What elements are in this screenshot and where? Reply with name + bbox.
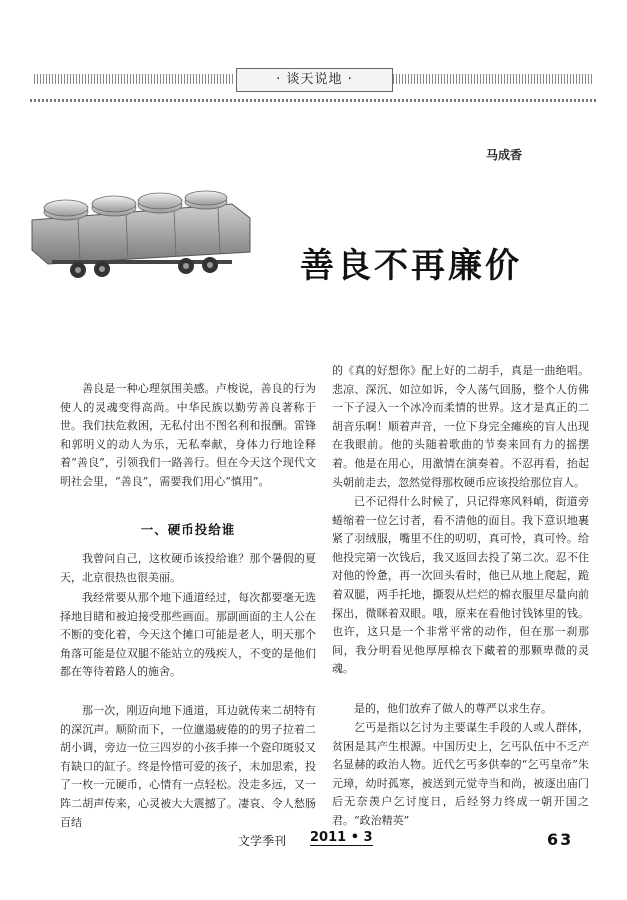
paragraph-blind-musician: 的《真的好想你》配上好的二胡手，真是一曲绝唱。悲凉、深沉、如泣如诉，令人荡气回肠，整个人仿佛一下子浸入一个冰冷而柔情的世界。这才是真正的二胡音乐啊！顺着声音，一位下身完全瘫痪的盲人出现在我眼前。他的头随着歌曲的节奏来回有力的摇摆着。他是在用心，用激情在演奏着。不忍再看，抬起头朝前走去，忽然觉得那枚硬币应该投给那位盲人。 (332, 364, 589, 489)
paragraph-erhu: 那一次，刚迈向地下通道，耳边就传来二胡特有的深沉声。顺阶而下，一位邋遢疲倦的的男子拉着二胡小调，旁边一位三四岁的小孩手捧一个瓷印斑驳又有缺口的缸子。终是怜惜可爱的孩子，未加思索，投了一枚一元硬币，心情有一点轻松。没走多远，又一阵二胡声传来，心灵被大大震撼了。凄哀、令人愁肠百结 (60, 704, 316, 829)
paragraph-beggar: 已不记得什么时候了，只记得寒风料峭，街道旁蜷缩着一位乞讨者，看不清他的面目。我下意识地裹紧了羽绒服，嘴里不住的叨叨，真可怜，真可怜。给他投完第一次钱后，我又返回去投了第二次。忍不住对他的怜惫，再一次回头看时，他已从地上爬起，跪着双腿，两手托地，撕裂从烂烂的棉衣服里尽量向前探出，微眯着双眼。哦，原来在看他讨钱钵里的钱。也许，这只是一个非常平常的动作，但在那一刹那间，我分明看见他厚厚棉衣下藏着的那颗卑微的灵魂。 (332, 495, 589, 676)
section-heading: 一、硬币投给谁 (140, 522, 236, 537)
intro-paragraph: 善良是一种心理氛围美感。卢梭说，善良的行为使人的灵魂变得高尚。中华民族以勤劳善良著称于世。我们扶危救困，无私付出不图名利和报酬。雷锋和郭明义的动人为乐，无私奉献，身体力行地诠释着“善良”，引领我们一路善行。但在今天这个现代文明社会里，“善良”，需要我们用心“慎用”。 (60, 382, 316, 488)
header-separator (30, 99, 598, 102)
header-hatch-left (34, 74, 234, 84)
page-number: 63 (547, 830, 574, 849)
column-name: · 谈天说地 · (236, 68, 393, 92)
paragraph-question: 我曾问自己，这枚硬币该投给谁？那个暑假的夏天，北京很热也很美丽。 (60, 552, 316, 584)
paragraph-history: 乞丐是指以乞讨为主要谋生手段的人或人群体，贫困是其产生根源。中国历史上，乞丐队伍中不乏产名显赫的政治人物。近代乞丐多供奉的“乞丐皇帝”朱元璋，幼时孤寒，被送到元觉寺当和尚，被逐出庙门后无奈羡户乞讨度日，后经努力终成一朝开国之君。“政治精英” (332, 721, 589, 827)
paragraph-underpass: 我经常要从那个地下通道经过，每次都要毫无选择地目睹和被迫接受那些画面。那副画面的主人公在不断的变化着，今天这个摊口可能是老人，明天那个角落可能是位双腿不能站立的残疾人，不变的是他们都在等待着路人的施舍。 (60, 591, 316, 679)
column-header (0, 68, 627, 90)
article-author: 马成香 (486, 148, 523, 162)
coin-train-illustration (18, 190, 256, 282)
footer-magazine: 文学季刊 (238, 834, 287, 848)
paragraph-dignity: 是的，他们放弃了做人的尊严以求生存。 (354, 702, 552, 715)
header-hatch-right (393, 74, 593, 84)
article-title: 善良不再廉价 (300, 246, 522, 286)
footer-issue: 2011 • 3 (310, 830, 373, 845)
